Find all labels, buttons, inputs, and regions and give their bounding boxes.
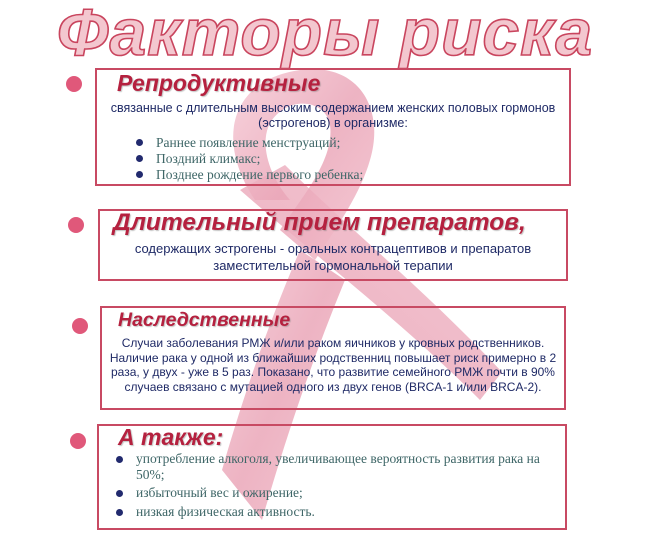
list-item-text: низкая физическая активность. — [136, 503, 315, 519]
bullet-icon — [116, 490, 123, 497]
page-title: Факторы риска — [56, 0, 594, 69]
list-item — [116, 504, 556, 520]
section-heading: Наследственные — [118, 309, 291, 331]
list-item-text: Поздний климакс; — [156, 151, 261, 166]
section-list — [116, 451, 556, 519]
bullet-icon — [136, 139, 143, 146]
list-item — [116, 485, 556, 501]
section-heading: Репродуктивные — [117, 70, 321, 96]
section-description: связанные с длительным высоким содержанием женских половых гормонов (эстрогенов) в организме: — [110, 101, 556, 130]
bullet-icon — [116, 456, 123, 463]
bullet-icon — [136, 171, 143, 178]
list-item-text: употребление алкоголя, увеличивающее вероятность развития рака на 50%; — [136, 451, 540, 482]
section-bullet-dot — [68, 217, 84, 233]
list-item-text: Позднее рождение первого ребенка; — [156, 167, 364, 182]
list-item — [136, 167, 556, 183]
list-item-text: Раннее появление менструаций; — [156, 135, 341, 150]
section-bullet-dot — [70, 433, 86, 449]
list-item-text: избыточный вес и ожирение; — [136, 485, 303, 500]
section-description: содержащих эстрогены - оральных контрацептивов и препаратов заместительной гормональной терапии — [134, 241, 532, 273]
list-item — [136, 151, 556, 167]
bullet-icon — [136, 155, 143, 162]
list-item — [136, 135, 556, 151]
section-bullet-dot — [66, 76, 82, 92]
section-heading: А также: — [118, 424, 224, 450]
section-bullet-dot — [72, 318, 88, 334]
list-item — [116, 451, 556, 482]
bullet-icon — [116, 509, 123, 516]
section-description: Случаи заболевания РМЖ и/или раком яичников у кровных родственников. Наличие рака у одной из ближайших родственниц повышает риск примерно в 2 раза, у двух - уже в 5 раз. Показано, что развитие семейного РМЖ почти в 90% случаев связано с мутацией одного из двух генов (BRCA-1 и/или BRCA-2). — [109, 336, 557, 395]
section-heading: Длительный прием препаратов, — [113, 209, 526, 236]
section-list — [136, 135, 556, 183]
